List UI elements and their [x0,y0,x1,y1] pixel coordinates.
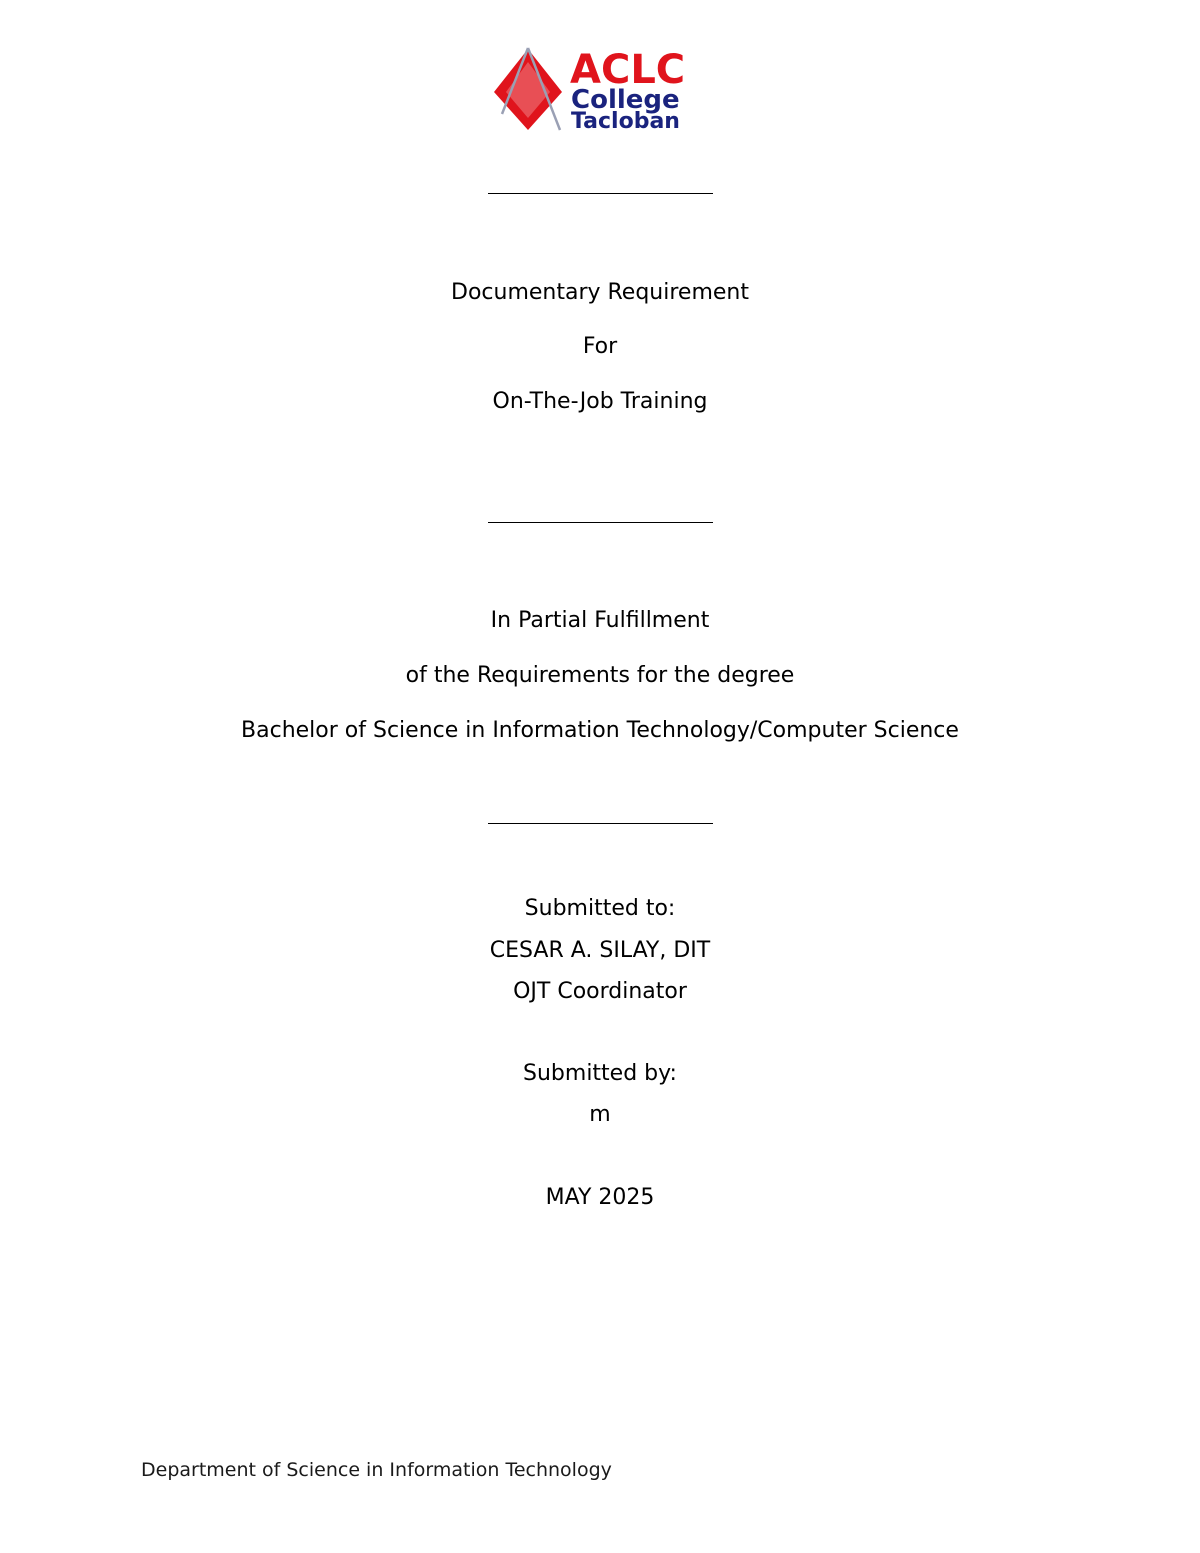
fulfillment-line-2: of the Requirements for the degree [405,663,795,688]
submitted-to-label: Submitted to: [524,896,676,921]
page-footer: Department of Science in Information Technology [141,1459,612,1481]
student-name: m [589,1102,611,1127]
title-line-2: For [582,334,618,359]
logo-text-college: College [571,85,680,115]
submitted-by-label: Submitted by: [523,1061,677,1086]
title-line-1: Documentary Requirement [451,280,749,305]
aclc-logo [490,44,700,136]
submission-date: MAY 2025 [545,1185,655,1210]
aclc-diamond-icon [490,44,700,136]
degree-line: Bachelor of Science in Information Technology/Computer Science [241,718,959,743]
divider-3 [488,823,713,824]
logo-text-tacloban: Tacloban [571,109,680,134]
title-line-3: On-The-Job Training [492,389,708,414]
divider-1 [488,193,713,194]
fulfillment-line-1: In Partial Fulfillment [490,608,710,633]
coordinator-role: OJT Coordinator [513,979,687,1004]
divider-2 [488,522,713,523]
logo-text-aclc: ACLC [570,47,686,93]
coordinator-name: CESAR A. SILAY, DIT [489,938,711,963]
